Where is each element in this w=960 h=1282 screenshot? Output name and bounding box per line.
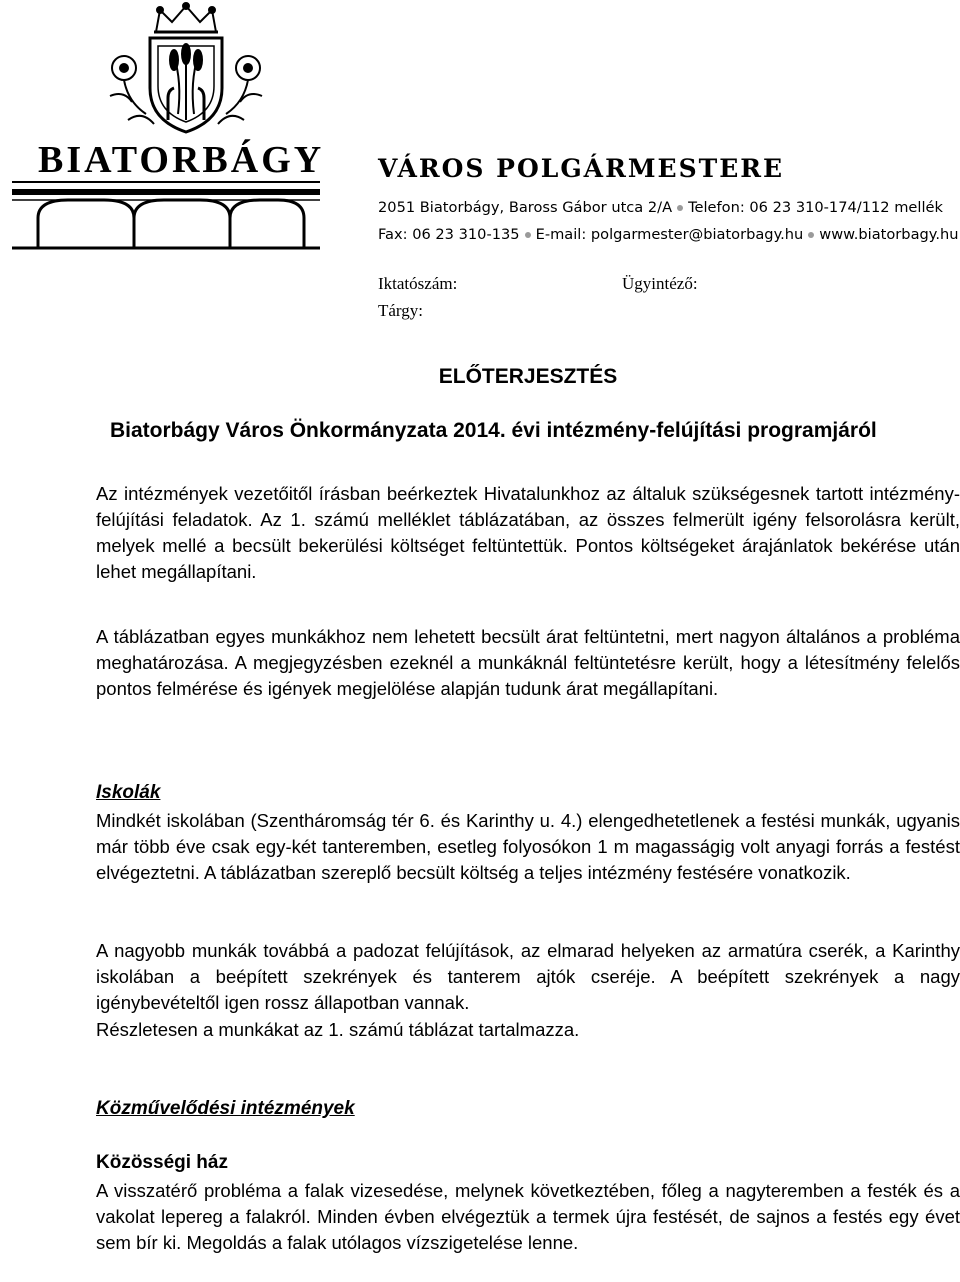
viaduct-icon [8,178,324,250]
schools-paragraph-1: Mindkét iskolában (Szentháromság tér 6. és Karinthy u. 4.) elengedhetetlenek a festési munkák, ugyanis már több éve csak egy-két tanteremben, esetleg folyosókon 1 m magasságig volt anyagi forrás a festést elvégeztetni. A táblázatban szereplő becsült költség a teljes intézmény festésére vonatkozik. [96,810,960,883]
brand-wordmark: BIATORBÁGY [38,139,325,181]
community-house-heading: Közösségi ház [96,1152,228,1173]
intro-paragraph-2: A táblázatban egyes munkákhoz nem lehetett becsült árat feltüntetni, mert nagyon általános a probléma meghatározása. A megjegyzésben ezeknél a munkáknál feltüntetésre került, hogy a létesítmény felelős pontos felmérése és igények megjelölése alapján tudunk árat megállapítani. [96,626,960,699]
address-text: 2051 Biatorbágy, Baross Gábor utca 2/A [378,199,673,216]
phone-text: Telefon: 06 23 310-174/112 mellék [688,199,943,216]
reference-number-label: Iktatószám: [378,274,458,293]
email-link[interactable]: E-mail: polgarmester@biatorbagy.hu [535,226,804,243]
office-title: VÁROS POLGÁRMESTERE [378,154,785,183]
case-handler-label: Ügyintéző: [622,274,698,293]
subject-label: Tárgy: [378,301,424,320]
separator-dot-icon [677,205,683,211]
document-type-title: ELŐTERJESZTÉS [438,365,618,388]
coat-of-arms-icon [98,2,274,138]
document-subject-title: Biatorbágy Város Önkormányzata 2014. évi intézmény-felújítási programjáról [110,419,877,442]
intro-paragraph-1: Az intézmények vezetőitől írásban beérkeztek Hivatalunkhoz az általuk szükségesnek tartott intézmény-felújítási feladatok. Az 1. számú melléklet táblázatában, az összes felmerült igény felsorolásra került, melyek mellé a becsült bekerülési költséget feltüntettük. Pontos költségeket árajánlatok bekérése után lehet megállapítani. [96,483,960,582]
website-link[interactable]: www.biatorbagy.hu [819,226,959,243]
contact-line-1 [378,199,943,216]
separator-dot-icon [525,232,531,238]
schools-paragraph-2: A nagyobb munkák továbbá a padozat felújítások, az elmarad helyeken az armatúra cserék, a Karinthy iskolában a beépített szekrények és tanterem ajtók cseréje. A beépített szekrények a nagy igénybevételtől igen rossz állapotban vannak. [96,940,960,1013]
community-paragraph-1: A visszatérő probléma a falak vizesedése, melynek következtében, főleg a nagyteremben a festék és a vakolat lepereg a falakról. Minden évben elvégeztük a termek újra festését, de sajnos a festés egy évet sem bír ki. Megoldás a falak utólagos vízszigetelése lenne. [96,1180,960,1253]
separator-dot-icon [808,232,814,238]
contact-line-2 [378,226,958,243]
culture-heading: Közművelődési intézmények [96,1098,355,1119]
schools-paragraph-3: Részletesen a munkákat az 1. számú táblázat tartalmazza. [96,1019,580,1040]
fax-text: Fax: 06 23 310-135 [378,226,520,243]
schools-heading: Iskolák [96,782,161,803]
